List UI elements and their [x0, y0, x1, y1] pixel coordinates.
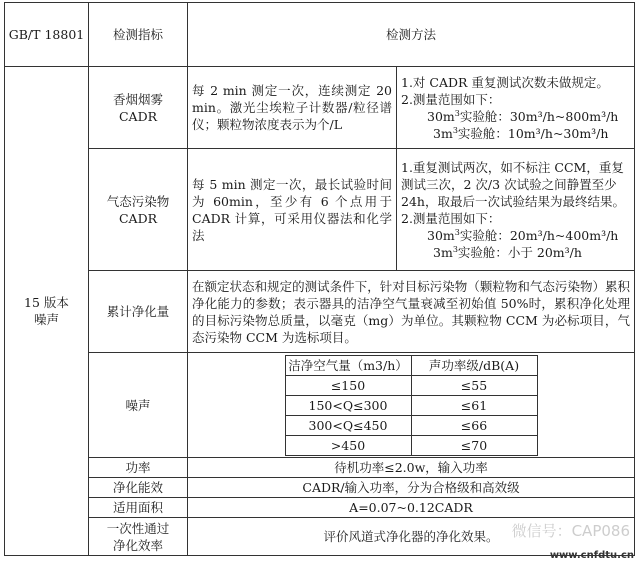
row-smoke: [5, 67, 635, 149]
gas-name: 气态污染物 CADR: [89, 149, 188, 271]
row-efficiency: [5, 478, 635, 498]
ccm-desc: 在额定状态和规定的测试条件下，针对目标污染物（颗粒物和气态污染物）累积净化能力的参数；表示器具的洁净空气量衰减至初始值 50%时，累积净化处理的目标污染物总质量，以毫克（mg）为单位。其颗粒物 CCM 为必标项目，气态污染物 CCM 为选标项目。: [188, 271, 635, 353]
row-gas: [5, 149, 635, 271]
noise-row: >450 ≤70: [285, 435, 537, 455]
noise-head-airflow: 洁净空气量（m3/h）: [285, 355, 411, 375]
noise-row: 150<Q≤300 ≤61: [285, 395, 537, 415]
header-row: [5, 3, 635, 67]
header-std: GB/T 18801: [5, 3, 89, 67]
ccm-name: 累计净化量: [89, 271, 188, 353]
area-desc: A=0.07~0.12CADR: [188, 498, 635, 518]
wechat-watermark: 微信号：CAP086: [511, 522, 630, 540]
once-desc: 评价风道式净化器的净化效果。: [188, 518, 635, 556]
site-watermark: www.cnfdtu.cn: [549, 550, 634, 561]
gas-notes: 1.重复测试两次，如不标注 CCM，重复测试三次，2 次/3 次试验之间静置至少 24h，取最后一次试验结果为最终结果。 2.测量范围如下： $30m^3$实验舱：20m³/h~400m³/h $3m^3$实验舱：小于 20m³/h: [397, 149, 635, 271]
standard-table-page: [4, 2, 634, 558]
noise-cell: [188, 353, 635, 458]
header-indicator: 检测指标: [89, 3, 188, 67]
noise-name: 噪声: [89, 353, 188, 458]
once-name: 一次性通过 净化效率: [89, 518, 188, 556]
group-label: 15 版本 噪声: [5, 67, 89, 556]
noise-head-power: 声功率级/dB(A): [411, 355, 537, 375]
smoke-notes: 1.对 CADR 重复测试次数未做规定。 2.测量范围如下： $30m^3$实验舱：30m³/h~800m³/h $3m^3$实验舱：10m³/h~30m³/h: [397, 67, 635, 149]
row-area: [5, 498, 635, 518]
power-desc: 待机功率≤2.0w，输入功率: [188, 458, 635, 478]
gas-desc: 每 5 min 测定一次，最长试验时间为 60min，至少有 6 个点用于 CADR 计算，可采用仪器法和化学法: [188, 149, 397, 271]
row-noise: [5, 353, 635, 458]
area-name: 适用面积: [89, 498, 188, 518]
noise-row: ≤150 ≤55: [285, 375, 537, 395]
header-method: 检测方法: [188, 3, 635, 67]
efficiency-name: 净化能效: [89, 478, 188, 498]
power-name: 功率: [89, 458, 188, 478]
row-ccm: [5, 271, 635, 353]
noise-row: 300<Q≤450 ≤66: [285, 415, 537, 435]
noise-table: [285, 355, 538, 456]
smoke-name: 香烟烟雾 CADR: [89, 67, 188, 149]
noise-head-row: [285, 355, 537, 375]
smoke-desc: 每 2 min 测定一次，连续测定 20 min。激光尘埃粒子计数器/粒径谱仪；颗粒物浓度表示为个/L: [188, 67, 397, 149]
row-power: [5, 458, 635, 478]
efficiency-desc: CADR/输入功率，分为合格级和高效级: [188, 478, 635, 498]
standard-comparison-table: [4, 2, 635, 556]
